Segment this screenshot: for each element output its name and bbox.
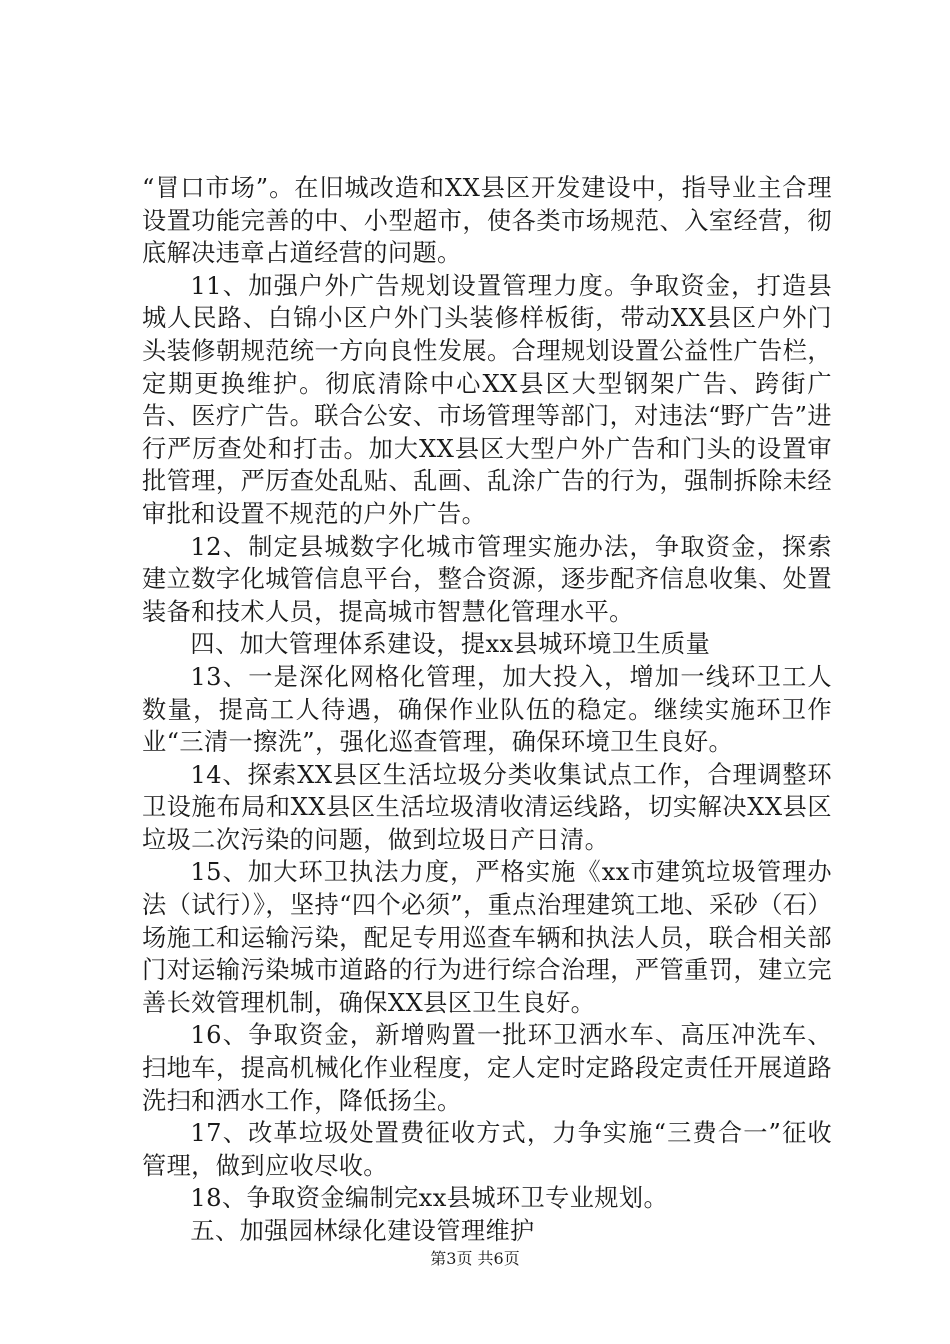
section-heading-5: 五、加强园林绿化建设管理维护 [190, 1217, 535, 1245]
paragraph-item-16: 16、争取资金，新增购置一批环卫洒水车、高压冲洗车、扫地车，提高机械化作业程度，定人定时定路段定责任开展道路洗扫和洒水工作，降低扬尘。 [142, 1021, 832, 1115]
paragraph-item-12: 12、制定县城数字化城市管理实施办法，争取资金，探索建立数字化城管信息平台，整合资源，逐步配齐信息收集、处置装备和技术人员，提高城市智慧化管理水平。 [142, 532, 832, 626]
page-number-footer: 第3页 共6页 [430, 1249, 520, 1268]
paragraph-market-continuation: “冒口市场”。在旧城改造和XX县区开发建设中，指导业主合理设置功能完善的中、小型超市，使各类市场规范、入室经营，彻底解决违章占道经营的问题。 [142, 174, 832, 268]
paragraph-item-13: 13、一是深化网格化管理，加大投入，增加一线环卫工人数量，提高工人待遇，确保作业队伍的稳定。继续实施环卫作业“三清一擦洗”，强化巡查管理，确保环境卫生良好。 [142, 662, 832, 757]
section-heading-4: 四、加大管理体系建设，提xx县城环境卫生质量 [190, 630, 711, 659]
document-body [142, 172, 832, 1248]
paragraph-item-17: 17、改革垃圾处置费征收方式，力争实施“三费合一”征收管理，做到应收尽收。 [142, 1119, 832, 1180]
paragraph-item-14: 14、探索XX县区生活垃圾分类收集试点工作，合理调整环卫设施布局和XX县区生活垃圾清收清运线路，切实解决XX县区垃圾二次污染的问题，做到垃圾日产日清。 [142, 760, 832, 854]
paragraph-item-15: 15、加大环卫执法力度，严格实施《xx市建筑垃圾管理办法（试行）》，坚持“四个必须”，重点治理建筑工地、采砂（石）场施工和运输污染，配足专用巡查车辆和执法人员，联合相关部门对运输污染城市道路的行为进行综合治理，严管重罚，建立完善长效管理机制，确保XX县区卫生良好。 [142, 858, 832, 1017]
paragraph-item-11: 11、加强户外广告规划设置管理力度。争取资金，打造县城人民路、白锦小区户外门头装修样板街，带动XX县区户外门头装修朝规范统一方向良性发展。合理规划设置公益性广告栏，定期更换维护。彻底清除中心XX县区大型钢架广告、跨街广告、医疗广告。联合公安、市场管理等部门，对违法“野广告”进行严厉查处和打击。加大XX县区大型户外广告和门头的设置审批管理，严厉查处乱贴、乱画、乱涂广告的行为，强制拆除未经审批和设置不规范的户外广告。 [142, 271, 832, 528]
paragraph-item-18: 18、争取资金编制完xx县城环卫专业规划。 [190, 1184, 669, 1213]
